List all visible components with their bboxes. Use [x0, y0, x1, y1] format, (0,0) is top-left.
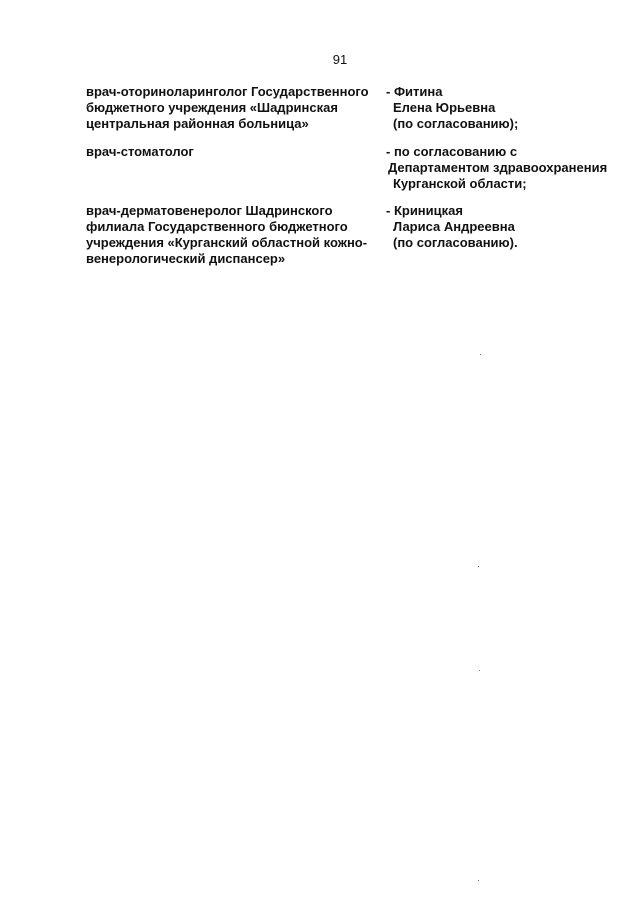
entry-position	[86, 84, 376, 132]
person-line: Елена Юрьевна	[393, 100, 496, 115]
position-line: венерологический диспансер»	[86, 251, 286, 266]
position-line: центральная районная больница»	[86, 116, 309, 131]
scan-speck	[480, 354, 481, 355]
entry-position	[86, 144, 376, 160]
position-line: врач-дерматовенеролог Шадринского	[86, 203, 333, 218]
scan-speck	[478, 566, 479, 567]
person-line: - Криницкая	[386, 203, 463, 218]
entry-person	[386, 84, 636, 132]
entry-person	[386, 203, 636, 251]
scan-speck	[478, 880, 479, 881]
person-line: Курганской области;	[393, 176, 527, 191]
entry-person	[386, 144, 636, 192]
person-line: (по согласованию);	[393, 116, 519, 131]
position-line: врач-оториноларинголог Государственного	[86, 84, 369, 99]
person-line: Департаментом здравоохранения	[388, 160, 608, 175]
person-line: (по согласованию).	[393, 235, 518, 250]
scan-speck	[479, 670, 480, 671]
position-line: учреждения «Курганский областной кожно-	[86, 235, 368, 250]
person-line: Лариса Андреевна	[393, 219, 515, 234]
position-line: филиала Государственного бюджетного	[86, 219, 348, 234]
position-line: врач-стоматолог	[86, 144, 194, 159]
position-line: бюджетного учреждения «Шадринская	[86, 100, 338, 115]
person-line: - по согласованию с	[386, 144, 518, 159]
entry-position	[86, 203, 376, 267]
page-number: 91	[332, 52, 348, 67]
person-line: - Фитина	[386, 84, 443, 99]
